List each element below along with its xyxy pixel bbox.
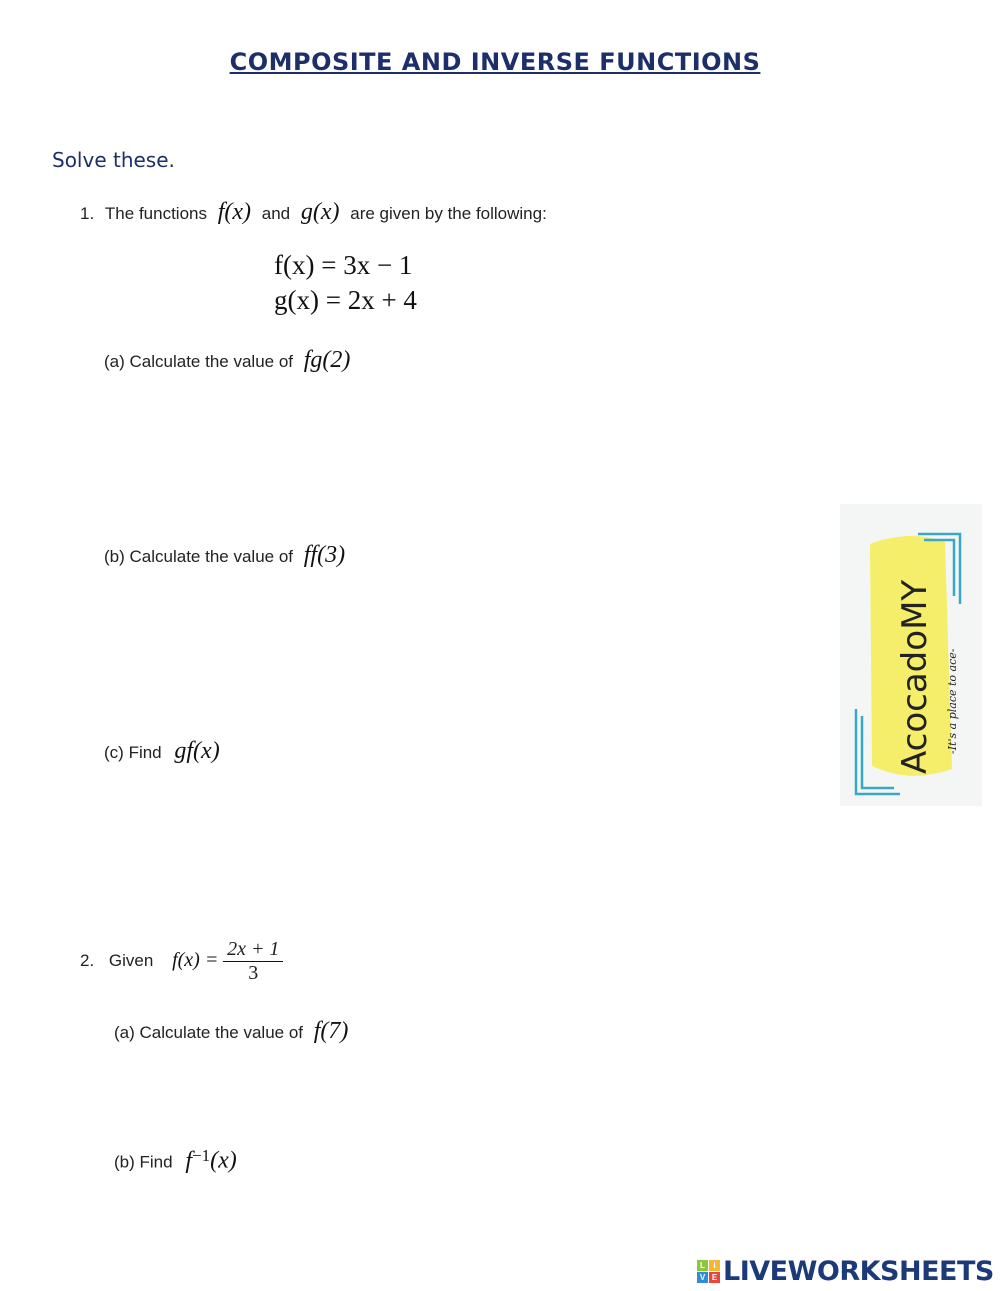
part-text: Find bbox=[128, 743, 162, 762]
math-gx: g(x) bbox=[300, 199, 340, 225]
math-fx: f(x) bbox=[217, 199, 252, 225]
equation-g: g(x) = 2x + 4 bbox=[274, 285, 417, 315]
page-title: COMPOSITE AND INVERSE FUNCTIONS bbox=[229, 48, 761, 76]
question-2b bbox=[114, 1146, 237, 1175]
part-expression: gf(x) bbox=[174, 738, 220, 764]
math-arg: (x) bbox=[210, 1147, 237, 1174]
part-text: Calculate the value of bbox=[139, 1023, 304, 1042]
math-f: f bbox=[185, 1147, 192, 1174]
question-number: 1. bbox=[80, 204, 95, 223]
tile: V bbox=[697, 1272, 708, 1283]
part-label: (a) bbox=[104, 352, 125, 371]
part-expression: fg(2) bbox=[303, 347, 351, 373]
part-label: (c) bbox=[104, 743, 124, 762]
numerator: 2x + 1 bbox=[223, 938, 283, 962]
question-1a bbox=[104, 347, 350, 374]
brand-text: LIVEWORKSHEETS bbox=[723, 1256, 994, 1287]
equation-f: f(x) = 3x − 1 bbox=[274, 250, 413, 280]
denominator: 3 bbox=[248, 962, 259, 984]
acocadomy-logo bbox=[840, 504, 982, 806]
question-1c bbox=[104, 738, 220, 765]
fraction bbox=[223, 938, 283, 985]
svg-text:-It's a place to ace-: -It's a place to ace- bbox=[946, 648, 959, 754]
question-2a bbox=[114, 1018, 348, 1045]
part-expression: f(7) bbox=[313, 1018, 349, 1044]
part-label: (a) bbox=[114, 1023, 135, 1042]
part-text: Find bbox=[139, 1152, 173, 1172]
intro-text-end: are given by the following: bbox=[350, 204, 547, 223]
tile: L bbox=[697, 1260, 708, 1271]
question-1-intro bbox=[80, 199, 547, 226]
svg-text:AcocadoMY: AcocadoMY bbox=[895, 579, 935, 774]
live-tiles-icon bbox=[697, 1260, 720, 1283]
tile: E bbox=[709, 1272, 720, 1283]
intro-text: The functions bbox=[104, 204, 207, 223]
question-number: 2. bbox=[80, 950, 95, 970]
part-expression: ff(3) bbox=[303, 542, 346, 568]
intro-and: and bbox=[261, 204, 291, 223]
tile: I bbox=[709, 1260, 720, 1271]
math-inverse-sup: −1 bbox=[192, 1146, 211, 1165]
question-1b bbox=[104, 542, 345, 569]
part-label: (b) bbox=[104, 547, 125, 566]
instruction: Solve these. bbox=[52, 148, 175, 172]
question-2-intro bbox=[80, 938, 283, 985]
part-text: Calculate the value of bbox=[129, 352, 294, 371]
part-text: Calculate the value of bbox=[129, 547, 294, 566]
math-lhs: f(x) = bbox=[172, 948, 219, 971]
liveworksheets-logo bbox=[697, 1256, 994, 1287]
part-label: (b) bbox=[114, 1152, 135, 1172]
given-text: Given bbox=[108, 950, 154, 970]
